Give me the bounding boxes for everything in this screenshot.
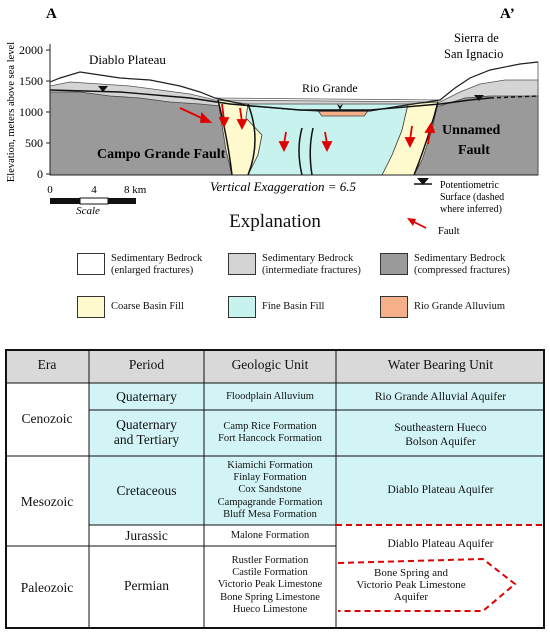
unit-permian-formations: Rustler Formation Castile Formation Victorio Peak Limestone Bone Spring Limestone Hueco Limestone (217, 555, 323, 615)
y-tick-label: 500 (25, 136, 43, 150)
era-cenozoic: Cenozoic (21, 411, 73, 426)
period-jurassic: Jurassic (125, 528, 168, 543)
scale-label: Scale (76, 205, 100, 215)
campo-grande-fault-label: Campo Grande Fault (97, 147, 226, 162)
unit-floodplain: Floodplain Alluvium (226, 391, 314, 402)
section-label-a: A (46, 6, 57, 22)
aquifer-diablo-plateau-lower: Diablo Plateau Aquifer (387, 538, 494, 550)
legend-title: Explanation (229, 211, 321, 232)
aquifer-rio-grande: Rio Grande Alluvial Aquifer (374, 391, 507, 403)
fault-legend-label: Fault (438, 226, 460, 237)
y-tick-label: 1500 (19, 74, 43, 88)
legend-swatch (77, 253, 105, 275)
scale-bar-segment (50, 198, 80, 204)
legend-label: Coarse Basin Fill (111, 301, 184, 312)
header-geologic-unit: Geologic Unit (231, 357, 309, 372)
legend-label: Sedimentary Bedrock (intermediate fractures) (262, 253, 361, 276)
era-mesozoic: Mesozoic (20, 494, 74, 509)
sierra-line-2: San Ignacio (444, 47, 504, 61)
scale-tick-label: 8 km (124, 184, 147, 196)
diablo-plateau-label: Diablo Plateau (89, 52, 166, 67)
header-era: Era (37, 357, 57, 372)
y-tick-label: 0 (37, 167, 43, 181)
unnamed-fault-line-1: Unnamed (442, 123, 501, 138)
vertical-exaggeration-label: Vertical Exaggeration = 6.5 (210, 179, 356, 194)
era-paleozoic: Paleozoic (20, 580, 74, 595)
header-water-bearing-unit: Water Bearing Unit (387, 357, 494, 372)
legend-item-compressed (380, 253, 510, 277)
fault-legend (404, 214, 524, 240)
rio-grande-label: Rio Grande (302, 81, 358, 95)
aquifer-hueco-bolson: Southeastern Hueco Bolson Aquifer (394, 422, 487, 448)
y-tick-marks (46, 50, 50, 174)
aquifer-diablo-plateau: Diablo Plateau Aquifer (387, 484, 494, 496)
period-quaternary: Quaternary (116, 389, 177, 404)
legend-swatch (380, 296, 408, 318)
legend-swatch (77, 296, 105, 318)
potentiometric-line-1: Potentiometric (440, 180, 499, 191)
potentiometric-line-2: Surface (dashed (440, 192, 505, 203)
period-quaternary-tertiary: Quaternary and Tertiary (113, 417, 180, 447)
y-axis-label: Elevation, meters above sea level (6, 41, 17, 183)
rio-grande-alluvium (318, 111, 368, 116)
period-permian: Permian (124, 578, 169, 593)
legend-swatch (380, 253, 408, 275)
legend-swatch (228, 296, 256, 318)
scale-bar-segment (80, 198, 108, 204)
period-cretaceous: Cretaceous (116, 483, 177, 498)
legend-label: Sedimentary Bedrock (compressed fractures) (414, 253, 510, 276)
header-period: Period (128, 357, 165, 372)
legend-item-fine (228, 296, 324, 318)
aquifer-bone-spring: Bone Spring and Victorio Peak Limestone Aquifer (356, 567, 466, 604)
legend-label: Fine Basin Fill (262, 301, 325, 312)
sierra-line-1: Sierra de (454, 31, 499, 45)
stratigraphy-table (5, 349, 545, 629)
legend-item-enlarged (77, 253, 202, 277)
legend-item-coarse (77, 296, 184, 318)
scale-tick-label: 0 (47, 184, 53, 196)
legend-item-alluvium (380, 296, 505, 318)
potentiometric-line-3: where inferred) (440, 204, 502, 215)
legend-item-intermediate (228, 253, 361, 277)
scale-tick-label: 4 (91, 184, 97, 196)
section-label-a-prime: A’ (500, 6, 515, 22)
unit-cretaceous-formations: Kiamichi Formation Finlay Formation Cox Sandstone Campagrande Formation Bluff Mesa Formation (217, 460, 323, 520)
unit-camp-rice: Camp Rice Formation Fort Hancock Formation (218, 421, 322, 445)
legend-label: Rio Grande Alluvium (414, 301, 505, 312)
unnamed-fault-line-2: Fault (458, 143, 490, 158)
scale-bar-segment (108, 198, 136, 204)
y-tick-label: 2000 (19, 43, 43, 57)
legend-swatch (228, 253, 256, 275)
unit-malone: Malone Formation (230, 530, 310, 541)
cross-section-diagram (0, 0, 550, 215)
legend-label: Sedimentary Bedrock (enlarged fractures) (111, 253, 203, 276)
y-tick-label: 1000 (19, 105, 43, 119)
